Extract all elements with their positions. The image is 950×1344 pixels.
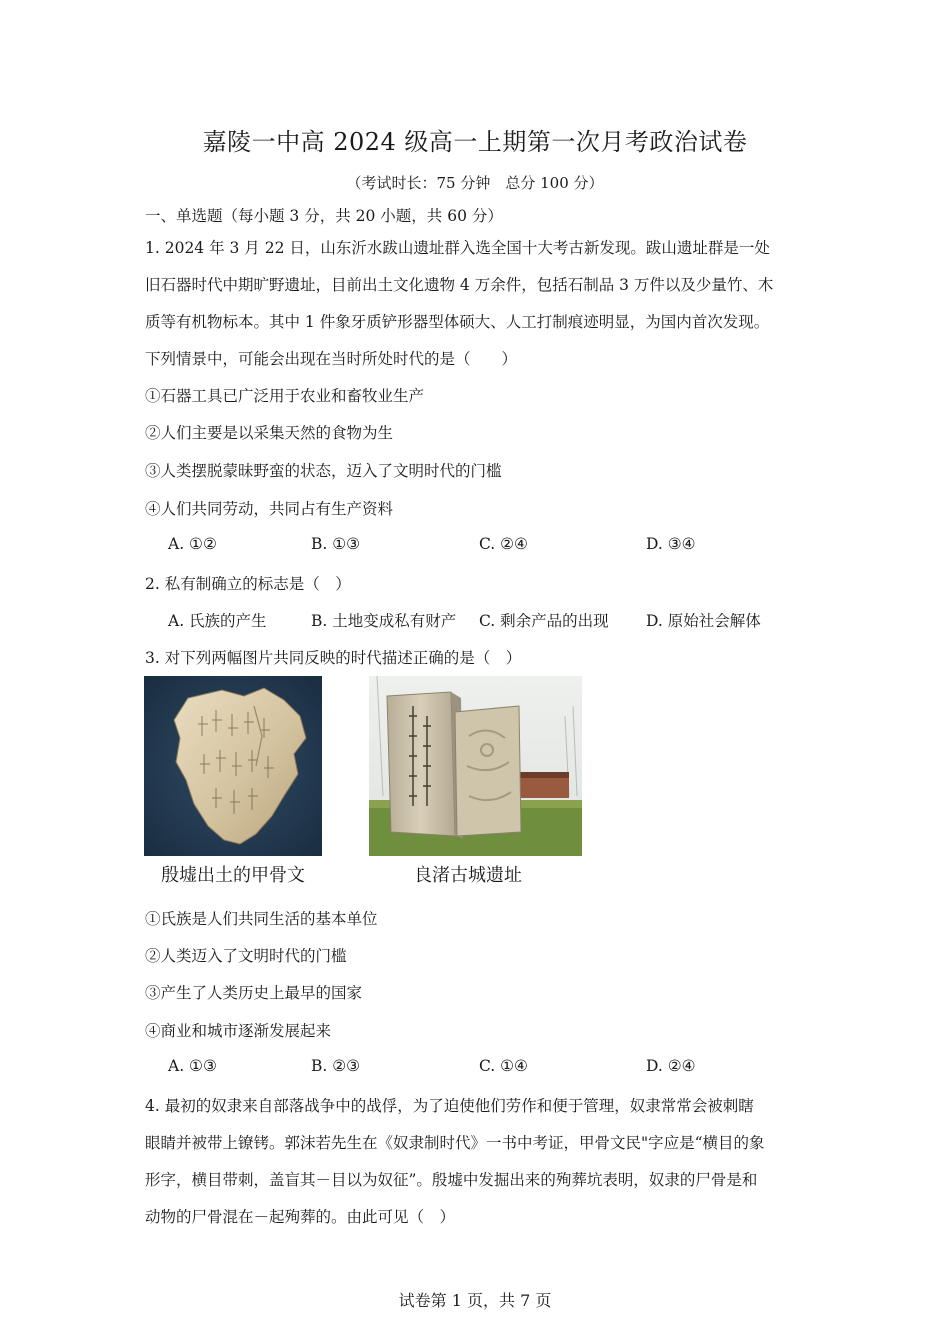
q1-item-4: ④人们共同劳动，共同占有生产资料 <box>145 500 394 518</box>
q4-line-2: 眼睛并被带上镣铐。郭沫若先生在《奴隶制时代》一书中考证，甲骨文民"字应是“横目的象 <box>145 1134 765 1152</box>
q3-item-4: ④商业和城市逐渐发展起来 <box>145 1022 332 1040</box>
q3-option-b[interactable]: B. ②③ <box>311 1057 361 1075</box>
q2-option-c[interactable]: C. 剩余产品的出现 <box>479 612 609 630</box>
caption-oracle-bone: 殷墟出土的甲骨文 <box>161 865 305 886</box>
q1-option-d[interactable]: D. ③④ <box>646 535 696 553</box>
caption-liangzhu-site: 良渚古城遗址 <box>414 865 522 886</box>
q1-item-3: ③人类摆脱蒙昧野蛮的状态，迈入了文明时代的门槛 <box>145 462 502 480</box>
q3-item-2: ②人类迈入了文明时代的门槛 <box>145 947 347 965</box>
q4-line-4: 动物的尸骨混在－起殉葬的。由此可见（ ） <box>145 1208 456 1226</box>
q1-line-2: 旧石器时代中期旷野遗址，目前出土文化遗物 4 万余件，包括石制品 3 万件以及少量竹、木 <box>145 276 774 294</box>
q2-option-a[interactable]: A. 氏族的产生 <box>168 612 267 630</box>
q1-option-b[interactable]: B. ①③ <box>311 535 361 553</box>
q1-line-3: 质等有机物标本。其中 1 件象牙质铲形器型体硕大、人工打制痕迹明显，为国内首次发现。 <box>145 313 770 331</box>
q1-item-2: ②人们主要是以采集天然的食物为生 <box>145 424 394 442</box>
q3-option-a[interactable]: A. ①③ <box>168 1057 217 1075</box>
q2-option-b[interactable]: B. 土地变成私有财产 <box>311 612 457 630</box>
q2-option-d[interactable]: D. 原始社会解体 <box>646 612 761 630</box>
page-footer: 试卷第 1 页，共 7 页 <box>398 1291 552 1310</box>
oracle-bone-photo <box>144 676 322 856</box>
q4-line-1: 4. 最初的奴隶来自部落战争中的战俘，为了迫使他们劳作和便于管理，奴隶常常会被刺瞎 <box>145 1097 754 1115</box>
q1-item-1: ①石器工具已广泛用于农业和畜牧业生产 <box>145 387 425 405</box>
q3-option-c[interactable]: C. ①④ <box>479 1057 528 1075</box>
q3-stem: 3. 对下列两幅图片共同反映的时代描述正确的是（ ） <box>145 649 522 667</box>
page-title: 嘉陵一中高 2024 级高一上期第一次月考政治试卷 <box>202 128 748 156</box>
q3-option-d[interactable]: D. ②④ <box>646 1057 696 1075</box>
oracle-bone-image <box>144 676 322 856</box>
q3-item-3: ③产生了人类历史上最早的国家 <box>145 984 363 1002</box>
liangzhu-site-image <box>369 676 582 856</box>
liangzhu-site-photo <box>369 676 582 856</box>
q4-line-3: 形字，横目带刺，盖盲其－目以为奴征”。殷墟中发掘出来的殉葬坑表明，奴隶的尸骨是和 <box>145 1171 758 1189</box>
section-heading: 一、单选题（每小题 3 分，共 20 小题，共 60 分） <box>145 207 503 225</box>
q1-line-1: 1. 2024 年 3 月 22 日，山东沂水跋山遗址群入选全国十大考古新发现。跋山遗址群是一处 <box>145 239 770 257</box>
q1-option-c[interactable]: C. ②④ <box>479 535 528 553</box>
page-subtitle: （考试时长：75 分钟 总分 100 分） <box>346 174 604 192</box>
q1-option-a[interactable]: A. ①② <box>168 535 217 553</box>
q1-line-4: 下列情景中，可能会出现在当时所处时代的是（ ） <box>145 350 518 368</box>
q3-item-1: ①氏族是人们共同生活的基本单位 <box>145 910 378 928</box>
q2-stem: 2. 私有制确立的标志是（ ） <box>145 575 351 593</box>
